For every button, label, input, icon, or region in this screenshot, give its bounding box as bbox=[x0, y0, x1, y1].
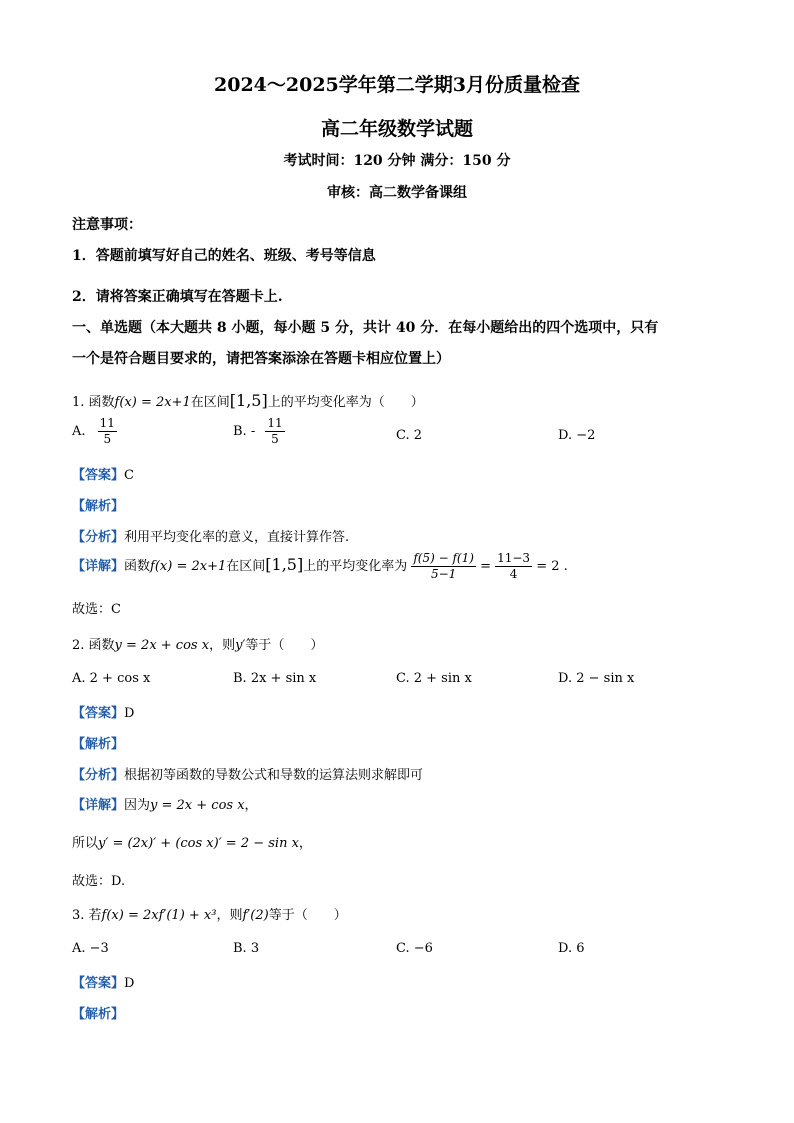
exam-subtitle: 高二年级数学试题 bbox=[320, 118, 473, 140]
q2-option-a: A. 2 + cos x bbox=[72, 671, 151, 686]
q2-detail-expr: y = 2x + cos x bbox=[150, 798, 245, 813]
q1-option-a-label: A. bbox=[72, 424, 86, 439]
q1-detail-line bbox=[72, 551, 568, 582]
q2-so-end: ， bbox=[298, 836, 312, 851]
answer-tag: 【答案】 bbox=[72, 468, 125, 483]
notes-heading: 注意事项： bbox=[72, 217, 142, 233]
fraction-denominator: 5 bbox=[271, 432, 279, 446]
q3-analysis-tag: 【解析】 bbox=[72, 1007, 125, 1022]
fraction-numerator: f(5) − f(1) bbox=[413, 551, 474, 565]
q1-fenxi-line bbox=[72, 526, 349, 545]
fraction-numerator: 11 bbox=[267, 416, 283, 430]
q2-option-b: B. 2x + sin x bbox=[233, 671, 317, 686]
q1-interval: [1,5] bbox=[229, 391, 268, 410]
q1-function-expr: f(x) = 2x+1 bbox=[114, 395, 191, 410]
q3-stem-text: 3. 若 bbox=[72, 908, 102, 923]
q1-detail-fraction-1 bbox=[411, 551, 476, 582]
q1-detail-text-3: 上的平均变化率为 bbox=[303, 559, 408, 574]
q1-detail-expr: f(x) = 2x+1 bbox=[150, 559, 227, 574]
q1-option-d: D. −2 bbox=[558, 428, 596, 443]
q3-function-expr: f(x) = 2xf′(1) + x³ bbox=[101, 908, 217, 923]
q1-fenxi-text: 利用平均变化率的意义，直接计算作答. bbox=[124, 530, 350, 545]
equals-sign: = bbox=[480, 559, 491, 574]
exam-title: 2024～2025学年第二学期3月份质量检查 bbox=[214, 74, 580, 96]
q1-answer: C bbox=[124, 468, 134, 483]
q1-stem-text: 1. 函数 bbox=[72, 395, 115, 410]
fraction-denominator: 4 bbox=[509, 567, 518, 581]
q2-derivative-symbol: y′ bbox=[235, 638, 246, 653]
q1-detail-result: = 2 . bbox=[536, 559, 568, 574]
q3-stem-text-3: 等于（ ） bbox=[268, 908, 347, 923]
notes-item-2: 2．请将答案正确填写在答题卡上. bbox=[72, 289, 283, 305]
q2-answer-line bbox=[72, 702, 134, 721]
section-heading-line-2: 一个是符合题目要求的，请把答案添涂在答题卡相应位置上） bbox=[72, 351, 450, 367]
q1-option-b-label: B. - bbox=[233, 424, 256, 439]
fenxi-tag: 【分析】 bbox=[72, 530, 125, 545]
q2-analysis-tag: 【解析】 bbox=[72, 737, 125, 752]
answer-tag: 【答案】 bbox=[72, 976, 125, 991]
q2-answer: D bbox=[124, 706, 135, 721]
fraction-numerator: 11−3 bbox=[497, 551, 531, 565]
q2-stem-text: 2. 函数 bbox=[72, 638, 115, 653]
q1-choice: C bbox=[111, 602, 121, 617]
q2-choice: D. bbox=[111, 874, 126, 889]
fraction-denominator: 5 bbox=[103, 432, 112, 446]
choice-label: 故选： bbox=[72, 602, 112, 617]
answer-tag: 【答案】 bbox=[72, 706, 125, 721]
q2-so-expr: y′ = (2x)′ + (cos x)′ = 2 − sin x bbox=[98, 836, 299, 851]
q1-detail-text-2: 在区间 bbox=[226, 559, 266, 574]
q1-detail-fraction-2 bbox=[495, 551, 532, 582]
q3-option-d: D. 6 bbox=[558, 941, 585, 956]
q2-stem-text-2: ，则 bbox=[209, 638, 236, 653]
q2-so-line bbox=[72, 832, 312, 851]
q1-detail-interval: [1,5] bbox=[265, 555, 304, 574]
q3-answer: D bbox=[124, 976, 135, 991]
q2-detail-line bbox=[72, 794, 258, 813]
q2-option-d: D. 2 − sin x bbox=[558, 671, 635, 686]
choice-label: 故选： bbox=[72, 874, 112, 889]
q1-option-c: C. 2 bbox=[396, 428, 423, 443]
q1-stem-text-2: 在区间 bbox=[190, 395, 230, 410]
q2-detail-text: 因为 bbox=[124, 798, 151, 813]
q1-choice-line bbox=[72, 598, 121, 617]
q2-so-text: 所以 bbox=[72, 836, 99, 851]
q2-stem-text-3: 等于（ ） bbox=[245, 638, 324, 653]
q2-fenxi-line bbox=[72, 764, 423, 783]
reviewer-line: 审核：高二数学备课组 bbox=[327, 185, 467, 201]
xiangjie-tag: 【详解】 bbox=[72, 798, 125, 813]
fraction-numerator: 11 bbox=[99, 416, 115, 430]
q1-stem-text-3: 上的平均变化率为（ ） bbox=[267, 395, 424, 410]
q1-option-a bbox=[72, 416, 117, 447]
question-3-stem bbox=[72, 904, 347, 923]
q1-option-a-fraction bbox=[98, 416, 117, 447]
q2-function-expr: y = 2x + cos x bbox=[114, 638, 210, 653]
q1-detail-text: 函数 bbox=[124, 559, 151, 574]
q1-answer-line bbox=[72, 464, 134, 483]
question-2-stem bbox=[72, 634, 323, 653]
section-heading-line-1: 一、单选题（本大题共 8 小题，每小题 5 分，共计 40 分．在每小题给出的四个选项中，只有 bbox=[72, 320, 659, 336]
question-1-stem bbox=[72, 391, 424, 410]
q1-analysis-tag: 【解析】 bbox=[72, 499, 125, 514]
xiangjie-tag: 【详解】 bbox=[72, 559, 125, 574]
q3-option-c: C. −6 bbox=[396, 941, 433, 956]
q2-detail-end: ， bbox=[244, 798, 258, 813]
exam-info: 考试时间：120 分钟 满分：150 分 bbox=[283, 153, 511, 169]
q1-option-b-fraction bbox=[265, 416, 284, 447]
q3-option-b: B. 3 bbox=[233, 941, 260, 956]
q3-derivative-expr: f′(2) bbox=[242, 908, 269, 923]
q2-option-c: C. 2 + sin x bbox=[396, 671, 472, 686]
q3-answer-line bbox=[72, 972, 134, 991]
fenxi-tag: 【分析】 bbox=[72, 768, 125, 783]
fraction-denominator: 5−1 bbox=[430, 567, 457, 581]
q3-option-a: A. −3 bbox=[72, 941, 109, 956]
notes-item-1: 1．答题前填写好自己的姓名、班级、考号等信息 bbox=[72, 248, 376, 264]
q2-choice-line bbox=[72, 870, 125, 889]
q3-stem-text-2: ，则 bbox=[216, 908, 243, 923]
q1-option-b bbox=[233, 416, 285, 447]
q2-fenxi-text: 根据初等函数的导数公式和导数的运算法则求解即可 bbox=[124, 768, 424, 783]
